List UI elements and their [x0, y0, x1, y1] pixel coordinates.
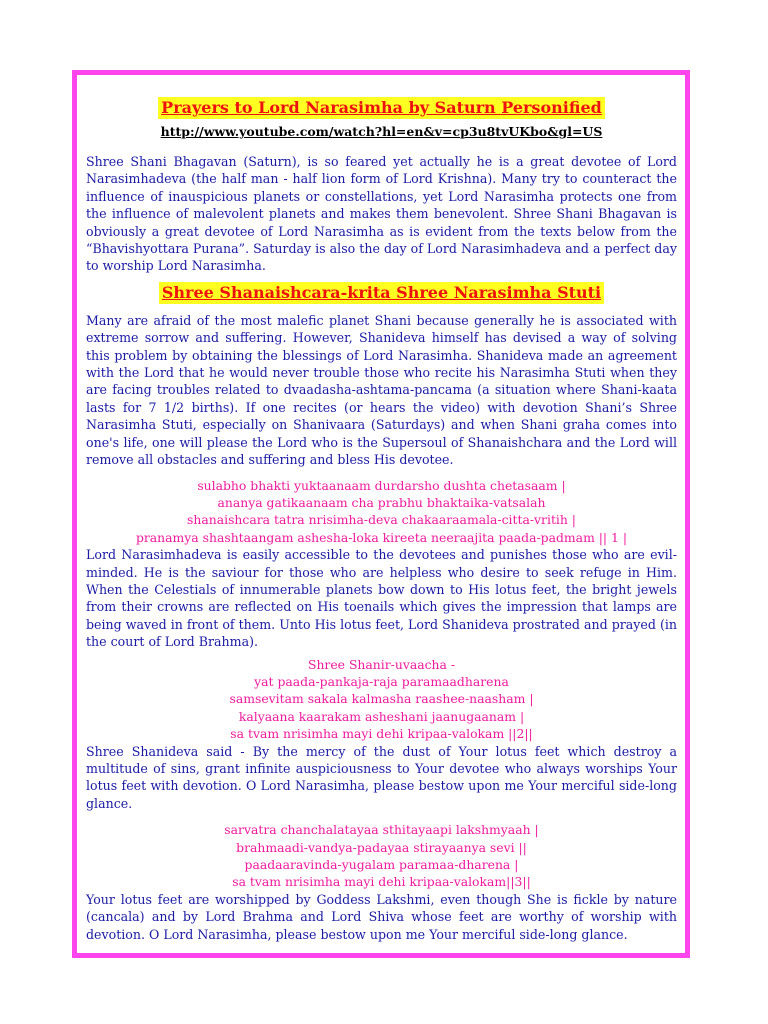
translation-paragraph-2: Shree Shanideva said - By the mercy of the dust of Your lotus feet which destroy a multitude of sins, grant infinite auspiciousness to Your devotee who always worships Your lotus feet with devotion. O Lord Narasimha, please bestow upon me Your merciful side-long glance.: [86, 743, 677, 811]
shani-paragraph: Many are afraid of the most malefic planet Shani because generally he is associated with extreme sorrow and suffering. However, Shanideva himself has devised a way of solving this problem by obtaining the blessings of Lord Narasimha. Shanideva made an agreement with the Lord that he would never trouble those who recite his Narasimha Stuti when they are facing troubles related to dvaadasha-ashtama-pancama (a situation where Shani-kaata lasts for 7 1/2 births). If one recites (or hears the video) with devotion Shani’s Shree Narasimha Stuti, especially on Shanivaara (Saturdays) and when Shani graha comes into one's life, one will please the Lord who is the Supersoul of Shanaishchara and the Lord will remove all obstacles and suffering and bless His devotee.: [86, 312, 677, 468]
translation-paragraph-1: Lord Narasimhadeva is easily accessible to the devotees and punishes those who are evil-minded. He is the saviour for those who are helpless who desire to seek refuge in Him. When the Celestials of innumerable planets bow down to His lotus feet, the bright jewels from their crowns are reflected on His toenails which gives the impression that lamps are being waved in front of them. Unto His lotus feet, Lord Shanideva prostrated and prayed (in the court of Lord Brahma).: [86, 547, 677, 650]
verse-line: pranamya shashtaangam ashesha-loka kireeta neeraajita paada-padmam || 1 |: [135, 529, 628, 545]
verse-line: sa tvam nrisimha mayi dehi kripaa-valokam ||2||: [230, 726, 533, 742]
youtube-link[interactable]: http://www.youtube.com/watch?hl=en&v=cp3u8tvUKbo&gl=US: [160, 124, 603, 139]
document-content: [86, 97, 677, 943]
verse-2: [86, 656, 677, 743]
verse-3: [86, 821, 677, 891]
subtitle-wrap: [86, 282, 677, 312]
page-title: Prayers to Lord Narasimha by Saturn Personified: [158, 97, 605, 119]
verse-line: sulabho bhakti yuktaanaam durdarsho dushta chetasaam |: [197, 477, 566, 493]
verse-line: Shree Shanir-uvaacha -: [307, 656, 456, 672]
verse-line: kalyaana kaarakam asheshani jaanugaanam |: [238, 708, 525, 724]
verse-line: brahmaadi-vandya-padayaa stirayaanya sevi ||: [236, 839, 527, 855]
page-border: [72, 70, 690, 958]
section-title: Shree Shanaishcara-krita Shree Narasimha Stuti: [159, 282, 604, 304]
verse-line: paadaaravinda-yugalam paramaa-dharena |: [244, 857, 519, 873]
verse-line: sarvatra chanchalatayaa sthitayaapi lakshmyaah |: [224, 822, 539, 838]
verse-line: yat paada-pankaja-raja paramaadharena: [254, 673, 509, 689]
verse-line: samsevitam sakala kalmasha raashee-naasham |: [229, 691, 534, 707]
verse-line: sa tvam nrisimha mayi dehi kripaa-valokam||3||: [232, 874, 531, 890]
verse-line: ananya gatikaanaam cha prabhu bhaktaika-vatsalah: [217, 494, 546, 510]
translation-paragraph-3: Your lotus feet are worshipped by Goddess Lakshmi, even though She is fickle by nature (cancala) and by Lord Brahma and Lord Shiva whose feet are worthy of worship with devotion. O Lord Narasimha, please bestow upon me Your merciful side-long glance.: [86, 891, 677, 942]
verse-line: shanaishcara tatra nrisimha-deva chakaaraamala-citta-vritih |: [187, 512, 576, 528]
intro-paragraph: Shree Shani Bhagavan (Saturn), is so feared yet actually he is a great devotee of Lord Narasimhadeva (the half man - half lion form of Lord Krishna). Many try to counteract the influence of inauspicious planets or constellations, yet Lord Narasimha protects one from the influence of malevolent planets and makes them benevolent. Shree Shani Bhagavan is obviously a great devotee of Lord Narasimha as is evident from the texts below from the “Bhavishyottara Purana”. Saturday is also the day of Lord Narasimhadeva and a perfect day to worship Lord Narasimha.: [86, 154, 677, 274]
verse-1: [86, 477, 677, 547]
title-wrap: [86, 97, 677, 123]
